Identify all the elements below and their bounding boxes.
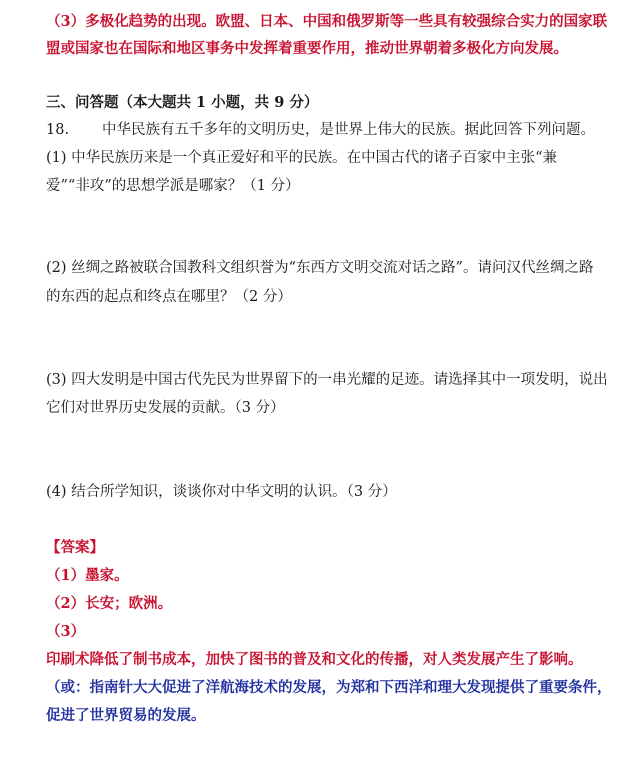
sub-question-3-line-2: 它们对世界历史发展的贡献。（3 分） [46, 400, 285, 416]
previous-answer-line-2: 盟或国家也在国际和地区事务中发挥着重要作用，推动世界朝着多极化方向发展。 [46, 40, 568, 57]
sub-question-1-line-2: 爱”“非攻”的思想学派是哪家？（1 分） [46, 178, 300, 194]
answer-2: （2）长安；欧洲。 [46, 595, 173, 612]
sub-question-3-line-1: (3) 四大发明是中国古代先民为世界留下的一串光耀的足迹。请选择其中一项发明，说出 [46, 372, 608, 388]
question-number: 18. [46, 122, 70, 138]
answer-3-label: （3） [46, 623, 86, 640]
alternative-answer-line-2: 促进了世界贸易的发展。 [46, 707, 206, 724]
sub-question-4-line-1: (4) 结合所学知识，谈谈你对中华文明的认识。（3 分） [46, 484, 397, 500]
answer-1: （1）墨家。 [46, 567, 129, 584]
answer-label: 【答案】 [46, 539, 104, 556]
answer-3-text: 印刷术降低了制书成本，加快了图书的普及和文化的传播，对人类发展产生了影响。 [46, 651, 583, 668]
section-heading: 三、问答题（本大题共 1 小题，共 9 分） [46, 94, 319, 111]
question-stem-line [46, 120, 595, 140]
sub-question-1-line-1: (1) 中华民族历来是一个真正爱好和平的民族。在中国古代的诸子百家中主张“兼 [46, 150, 558, 166]
sub-question-2-line-2: 的东西的起点和终点在哪里？（2 分） [46, 289, 292, 305]
question-stem: 中华民族有五千多年的文明历史，是世界上伟大的民族。据此回答下列问题。 [102, 122, 595, 138]
alternative-answer-line-1: （或：指南针大大促进了洋航海技术的发展，为郑和下西洋和理大发现提供了重要条件， [46, 679, 612, 696]
sub-question-2-line-1: (2) 丝绸之路被联合国教科文组织誉为“东西方文明交流对话之路”。请问汉代丝绸之路 [46, 260, 594, 276]
previous-answer-line-1: （3）多极化趋势的出现。欧盟、日本、中国和俄罗斯等一些具有较强综合实力的国家联 [46, 13, 608, 30]
